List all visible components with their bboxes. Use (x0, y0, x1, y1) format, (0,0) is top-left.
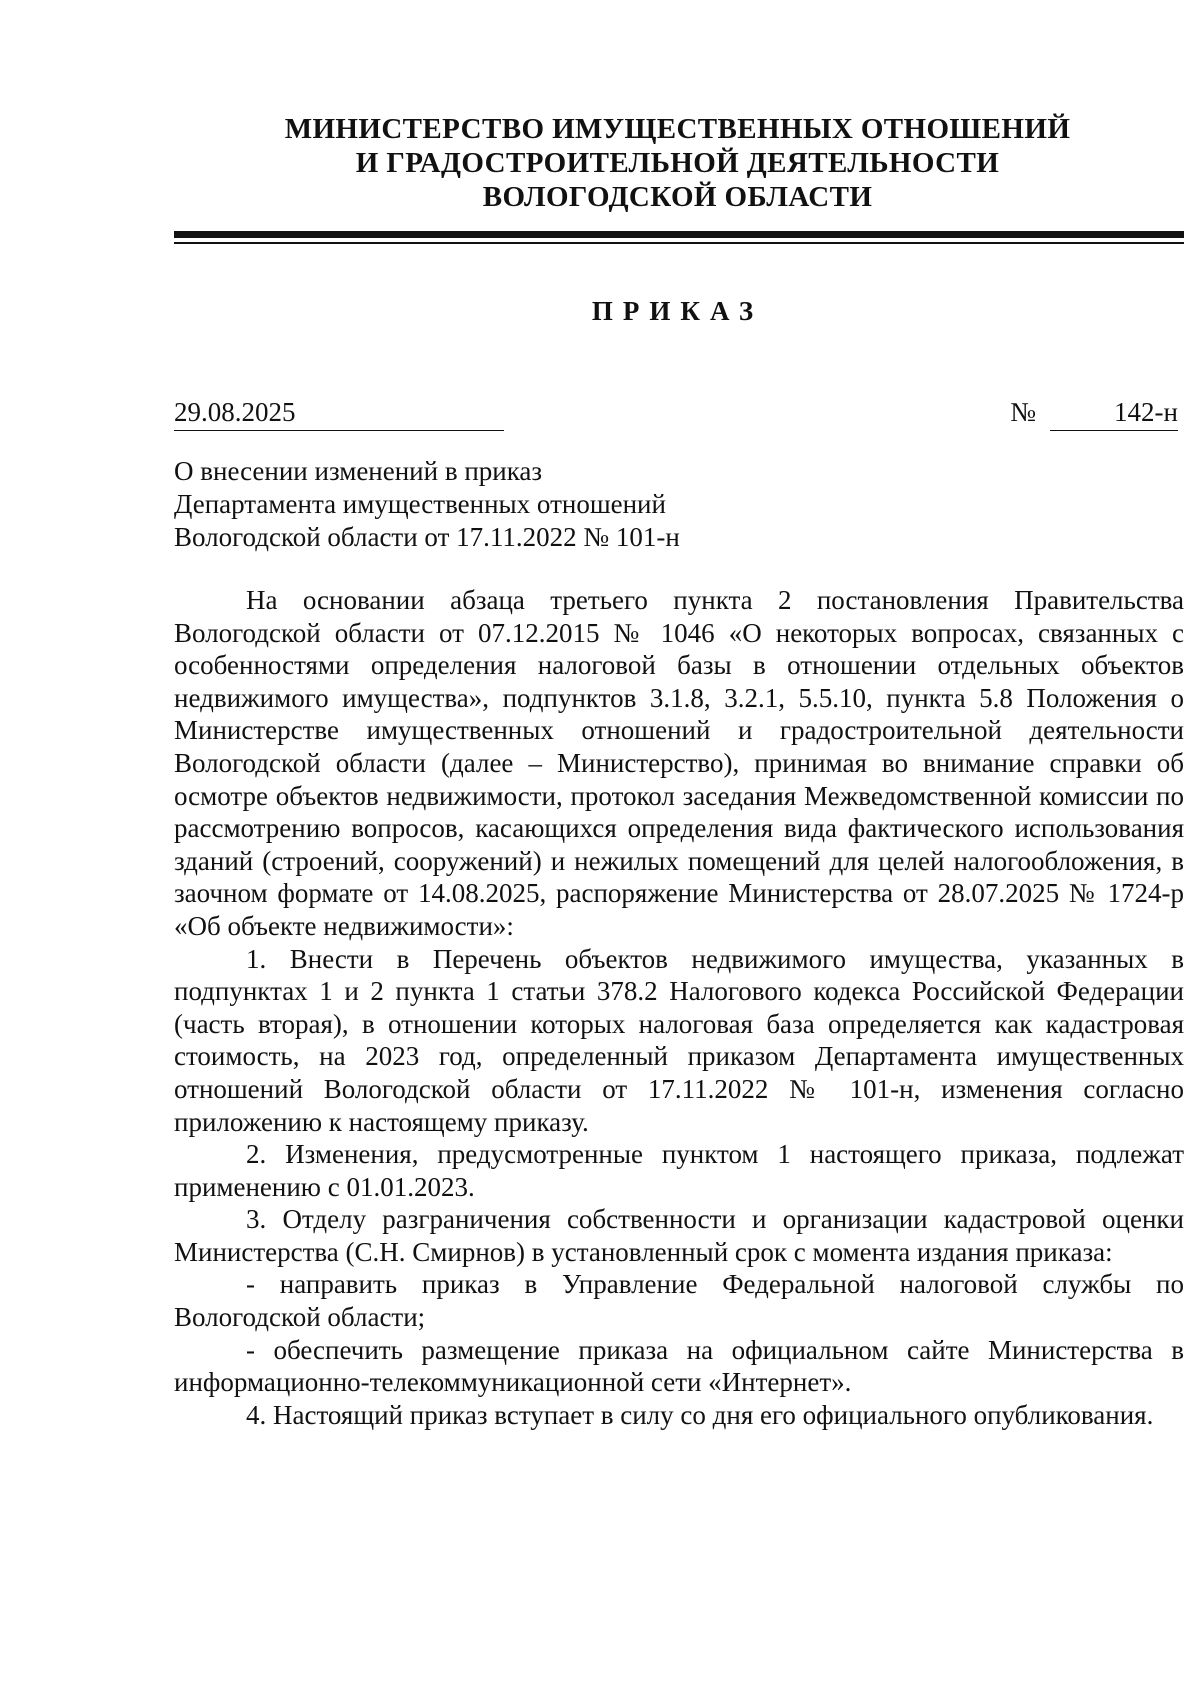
body-paragraph-preamble: На основании абзаца третьего пункта 2 постановления Правительства Вологодской области от 07.12.2015 № 1046 «О некоторых вопросах, связанных с особенностями определения налоговой базы в отношении отдельных объектов недвижимого имущества», подпунктов 3.1.8, 3.2.1, 5.5.10, пункта 5.8 Положения о Министерстве имущественных отношений и градостроительной деятельности Вологодской области (далее – Министерство), принимая во внимание справки об осмотре объектов недвижимости, протокол заседания Межведомственной комиссии по рассмотрению вопросов, касающихся определения вида фактического использования зданий (строений, сооружений) и нежилых помещений для целей налогообложения, в заочном формате от 14.08.2025, распоряжение Министерства от 28.07.2025 № 1724-р «Об объекте недвижимости»: (174, 585, 1184, 941)
ministry-header-line-3: ВОЛОГОДСКОЙ ОБЛАСТИ (482, 181, 873, 213)
body-paragraph-item-3-sub-1: - направить приказ в Управление Федеральной налоговой службы по Вологодской области; (174, 1269, 1184, 1333)
ministry-header-line-2: И ГРАДОСТРОИТЕЛЬНОЙ ДЕЯТЕЛЬНОСТИ (355, 147, 1000, 179)
header-divider-thick (174, 231, 1184, 238)
document-body (174, 584, 1184, 1431)
body-paragraph-item-3-sub-2: - обеспечить размещение приказа на официальном сайте Министерства в информационно-телекоммуникационной сети «Интернет». (174, 1334, 1184, 1398)
number-sign: № (1010, 397, 1036, 427)
body-paragraph-item-4: 4. Настоящий приказ вступает в силу со дня его официального опубликования. (246, 1399, 1154, 1430)
document-subject (174, 455, 680, 554)
document-date: 29.08.2025 (174, 394, 504, 431)
ministry-header-line-1: МИНИСТЕРСТВО ИМУЩЕСТВЕННЫХ ОТНОШЕНИЙ (284, 113, 1071, 145)
body-paragraph-item-3: 3. Отделу разграничения собственности и организации кадастровой оценки Министерства (С.Н. Смирнов) в установленный срок с момента издания приказа: (174, 1204, 1184, 1267)
subject-line-1: О внесении изменений в приказ (174, 456, 543, 486)
document-type-title: ПРИКАЗ (591, 296, 764, 326)
subject-line-3: Вологодской области от 17.11.2022 № 101-н (174, 522, 680, 552)
document-number: 142-н (1050, 394, 1178, 431)
subject-line-2: Департамента имущественных отношений (174, 489, 666, 519)
header-divider-thin (174, 242, 1184, 244)
body-paragraph-item-1: 1. Внести в Перечень объектов недвижимого имущества, указанных в подпунктах 1 и 2 пункта 1 статьи 378.2 Налогового кодекса Российской Федерации (часть вторая), в отношении которых налоговая база определяется как кадастровая стоимость, на 2023 год, определенный приказом Департамента имущественных отношений Вологодской области от 17.11.2022 № 101-н, изменения согласно приложению к настоящему приказу. (174, 943, 1184, 1137)
body-paragraph-item-2: 2. Изменения, предусмотренные пунктом 1 настоящего приказа, подлежат применению с 01.01.2023. (174, 1139, 1184, 1202)
ministry-header (170, 112, 1185, 214)
document-number-field (1010, 394, 1178, 430)
